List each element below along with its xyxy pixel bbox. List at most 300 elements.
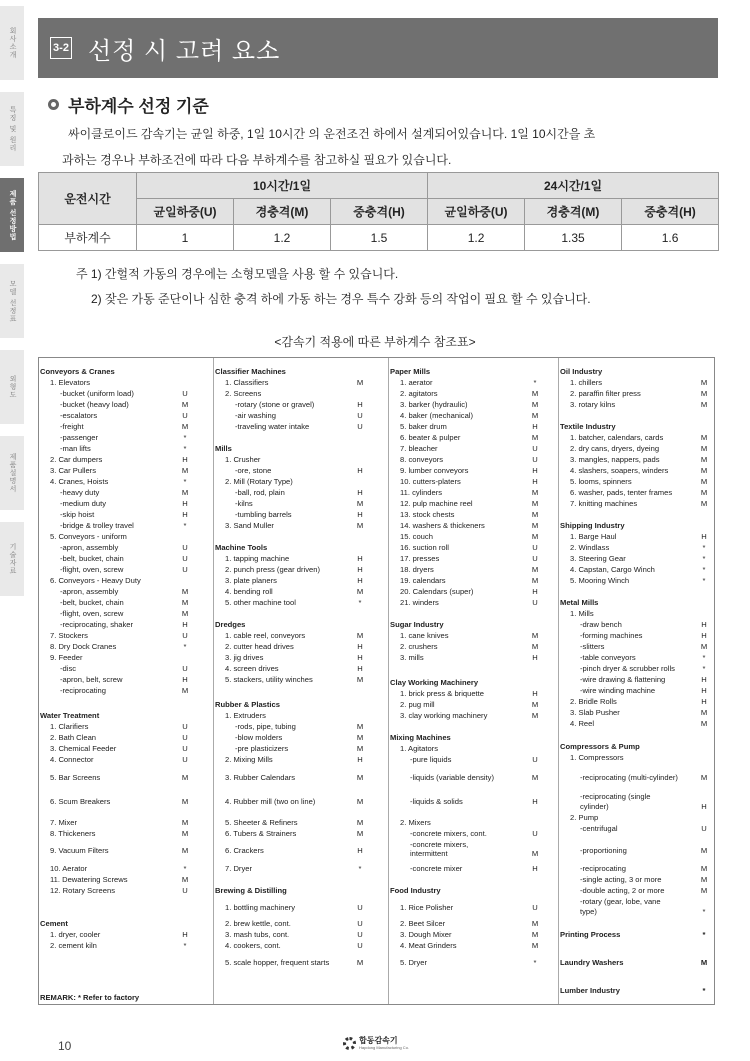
application-row — [570, 543, 706, 552]
application-row — [570, 576, 706, 585]
application-row — [225, 864, 362, 873]
application-row — [400, 631, 539, 640]
application-row — [50, 455, 188, 464]
load-code: M — [531, 631, 539, 640]
application-label: -apron, assembly — [60, 543, 119, 552]
application-row — [50, 875, 189, 884]
application-row — [225, 554, 363, 563]
application-label: 2. agitators — [400, 389, 438, 398]
application-row — [580, 875, 708, 884]
application-label: 1. Clarifiers — [50, 722, 89, 731]
application-row — [580, 686, 707, 695]
application-label: Rubber & Plastics — [215, 700, 280, 709]
application-label: Clay Working Machinery — [390, 678, 479, 687]
load-code: H — [532, 466, 538, 475]
side-tab[interactable] — [0, 436, 24, 512]
subheading — [48, 92, 209, 117]
application-row — [400, 422, 538, 431]
load-code: H — [532, 477, 538, 486]
load-code: * — [183, 642, 187, 651]
application-label: 9. Vacuum Filters — [50, 846, 109, 855]
application-label: -slitters — [580, 642, 605, 651]
application-label: -air washing — [235, 411, 276, 420]
application-label: 5. Bar Screens — [50, 773, 101, 782]
application-label: 5. Mooring Winch — [570, 576, 630, 585]
application-row — [580, 897, 661, 906]
load-code: M — [531, 510, 539, 519]
section-header — [38, 18, 718, 78]
side-tab[interactable] — [0, 264, 24, 340]
application-row — [570, 753, 624, 762]
application-row — [60, 411, 188, 420]
side-tab-label: 제품 선정방법 — [9, 189, 16, 241]
category-heading — [560, 598, 598, 607]
load-code: U — [357, 411, 363, 420]
application-row — [400, 411, 539, 420]
category-heading — [215, 886, 287, 895]
note-1: 주 1) 간헐적 가동의 경우에는 소형모델을 사용 할 수 있습니다. — [76, 267, 399, 281]
load-code: M — [700, 499, 708, 508]
application-row — [225, 576, 363, 585]
application-label: 2. Beet Silcer — [400, 919, 446, 928]
application-row — [400, 818, 431, 827]
application-row — [60, 609, 189, 618]
load-code: U — [532, 543, 538, 552]
load-factor-value: 1.2 — [428, 225, 525, 251]
category-heading — [560, 986, 706, 995]
subheading-title: 부하계수 선정 기준 — [68, 97, 209, 116]
application-label: -rotary (stone or gravel) — [235, 400, 315, 409]
application-label: -reciprocating — [580, 864, 627, 873]
application-label: Lumber Industry — [560, 986, 620, 995]
application-row — [400, 941, 539, 950]
application-label: 1. tapping machine — [225, 554, 290, 563]
load-code: U — [182, 543, 188, 552]
load-factor-value: 1 — [137, 225, 234, 251]
load-code: M — [700, 719, 708, 728]
application-label: 4. Connector — [50, 755, 94, 764]
load-code: * — [702, 543, 706, 552]
load-code: * — [702, 986, 706, 995]
application-row — [225, 521, 364, 530]
application-row — [60, 543, 188, 552]
load-code: H — [532, 422, 538, 431]
application-row — [570, 609, 594, 618]
load-code: M — [181, 587, 189, 596]
application-row — [400, 455, 538, 464]
load-code: M — [181, 818, 189, 827]
sub-header: 경충격(M) — [234, 199, 331, 225]
circle-bullet-icon — [48, 99, 59, 110]
application-row — [225, 653, 363, 662]
application-row — [410, 840, 468, 849]
application-label: 3. Car Pullers — [50, 466, 97, 475]
application-label: 13. stock chests — [400, 510, 455, 519]
application-label: Brewing & Distilling — [215, 886, 287, 895]
application-label: -concrete mixers, cont. — [410, 829, 487, 838]
load-code: M — [700, 886, 708, 895]
application-label: 18. dryers — [400, 565, 434, 574]
application-label: 4. Meat Grinders — [400, 941, 457, 950]
intro-line-2: 과하는 경우나 부하조건에 따라 다음 부하계수를 참고하실 필요가 있습니다. — [62, 153, 452, 167]
application-row — [60, 521, 187, 530]
load-code: H — [182, 620, 188, 629]
application-row — [400, 444, 538, 453]
application-row — [60, 620, 188, 629]
load-code: * — [533, 958, 537, 967]
application-label: -passenger — [60, 433, 98, 442]
load-code: H — [357, 400, 363, 409]
application-label: 4. slashers, soapers, winders — [570, 466, 669, 475]
load-code: U — [357, 919, 363, 928]
category-heading — [215, 700, 280, 709]
application-label: -reciprocating — [60, 686, 107, 695]
load-code: H — [182, 499, 188, 508]
load-code: H — [182, 675, 188, 684]
load-code: H — [357, 755, 363, 764]
application-label: 3. mash tubs, cont. — [225, 930, 290, 939]
application-label: -heavy duty — [60, 488, 100, 497]
load-code: U — [357, 422, 363, 431]
category-heading — [215, 543, 267, 552]
load-code: * — [183, 444, 187, 453]
load-code: M — [181, 488, 189, 497]
logo-text: 합동감속기 — [359, 1036, 398, 1045]
column-divider — [213, 358, 214, 1004]
load-code: H — [701, 532, 707, 541]
application-row — [410, 829, 538, 838]
application-label: Cement — [40, 919, 68, 928]
application-label: 1. Elevators — [50, 378, 91, 387]
application-label: -flight, oven, screw — [60, 609, 124, 618]
load-code: U — [357, 903, 363, 912]
application-row — [570, 444, 708, 453]
application-label: -wire drawing & flattening — [580, 675, 666, 684]
application-label: 1. Mills — [570, 609, 594, 618]
application-row — [50, 941, 187, 950]
application-row — [570, 488, 708, 497]
load-code: * — [702, 554, 706, 563]
application-row — [60, 400, 189, 409]
load-code: U — [182, 554, 188, 563]
application-label: 2. paraffin filter press — [570, 389, 641, 398]
application-row — [225, 642, 363, 651]
load-code: * — [702, 930, 706, 939]
application-row — [225, 477, 293, 486]
application-row — [410, 797, 538, 806]
application-label: 1. Agitators — [400, 744, 438, 753]
application-row — [580, 642, 708, 651]
application-label: 2. punch press (gear driven) — [225, 565, 320, 574]
application-label: -apron, assembly — [60, 587, 119, 596]
application-label: Laundry Washers — [560, 958, 624, 967]
load-code: H — [357, 466, 363, 475]
application-row — [235, 510, 363, 519]
load-code: M — [356, 744, 364, 753]
application-label: -wire winding machine — [580, 686, 656, 695]
application-row — [580, 675, 707, 684]
application-label: 1. brick press & briquette — [400, 689, 484, 698]
reference-table — [38, 357, 715, 1005]
load-code: M — [181, 773, 189, 782]
application-row — [235, 411, 363, 420]
category-heading — [390, 678, 478, 687]
application-row — [60, 664, 188, 673]
application-label: -medium duty — [60, 499, 107, 508]
application-label: 4. Reel — [570, 719, 595, 728]
application-row — [50, 466, 189, 475]
application-label: -pre plasticizers — [235, 744, 289, 753]
application-row — [570, 400, 708, 409]
application-row — [400, 930, 539, 939]
load-factor-value: 1.5 — [331, 225, 428, 251]
load-code: * — [183, 941, 187, 950]
category-heading — [215, 620, 245, 629]
application-label: 1. chillers — [570, 378, 603, 387]
application-label: 2. pug mill — [400, 700, 435, 709]
category-heading — [390, 620, 444, 629]
load-code: M — [356, 818, 364, 827]
load-code: M — [531, 700, 539, 709]
application-row — [225, 565, 363, 574]
side-tab[interactable] — [0, 522, 24, 598]
application-row — [410, 849, 539, 858]
load-code: U — [182, 755, 188, 764]
load-code: M — [531, 930, 539, 939]
side-tab-label: 외형도 — [9, 375, 16, 399]
load-code: * — [358, 864, 362, 873]
column-divider — [558, 358, 559, 1004]
application-label: -reciprocating, shaker — [60, 620, 134, 629]
application-row — [580, 846, 708, 855]
load-code: U — [532, 554, 538, 563]
load-code: M — [181, 829, 189, 838]
application-label: Shipping Industry — [560, 521, 625, 530]
load-factor-value: 1.6 — [622, 225, 719, 251]
application-row — [570, 477, 708, 486]
application-row — [570, 813, 598, 822]
application-label: 4. Cranes, Hoists — [50, 477, 109, 486]
application-row — [400, 689, 538, 698]
load-code: U — [701, 824, 707, 833]
application-row — [225, 829, 364, 838]
application-label: 1. bottling machinery — [225, 903, 296, 912]
application-label: 1. Crusher — [225, 455, 261, 464]
application-row — [60, 433, 187, 442]
application-row — [570, 499, 708, 508]
sub-header: 균일하중(U) — [428, 199, 525, 225]
application-label: 2. Screens — [225, 389, 262, 398]
load-code: U — [532, 903, 538, 912]
application-label: 3. clay working machinery — [400, 711, 488, 720]
category-heading — [390, 733, 451, 742]
application-row — [400, 510, 539, 519]
application-row — [570, 433, 708, 442]
application-label: 6. Crackers — [225, 846, 264, 855]
application-label: 16. suction roll — [400, 543, 449, 552]
load-code: M — [356, 675, 364, 684]
application-label: 2. cutter head drives — [225, 642, 294, 651]
application-label: 5. scale hopper, frequent starts — [225, 958, 330, 967]
application-label: 3. barker (hydraulic) — [400, 400, 468, 409]
load-code: M — [700, 400, 708, 409]
application-label: 2. crushers — [400, 642, 438, 651]
application-label: 5. baker drum — [400, 422, 447, 431]
category-heading — [560, 521, 625, 530]
application-row — [60, 554, 188, 563]
application-row — [400, 700, 539, 709]
application-row — [400, 903, 538, 912]
category-heading — [560, 930, 706, 939]
application-label: 1. batcher, calendars, cards — [570, 433, 664, 442]
group-header-10h: 10시간/1일 — [137, 173, 428, 199]
load-code: H — [182, 510, 188, 519]
application-label: -ore, stone — [235, 466, 272, 475]
application-row — [400, 389, 539, 398]
load-code: M — [531, 433, 539, 442]
load-code: H — [701, 631, 707, 640]
application-row — [235, 722, 364, 731]
application-row — [225, 455, 260, 464]
load-code: M — [700, 642, 708, 651]
load-code: U — [532, 829, 538, 838]
load-code: U — [182, 565, 188, 574]
application-row — [60, 488, 189, 497]
application-label: 2. cement kiln — [50, 941, 97, 950]
application-label: -proportioning — [580, 846, 627, 855]
load-code: * — [702, 565, 706, 574]
side-tab-label: 모델 선정표 — [9, 279, 16, 323]
application-label: -forming machines — [580, 631, 643, 640]
load-code: M — [531, 919, 539, 928]
application-label: 1. Extruders — [225, 711, 266, 720]
application-row — [225, 773, 364, 782]
application-label: 7. bleacher — [400, 444, 438, 453]
application-label: 6. Tubers & Strainers — [225, 829, 297, 838]
application-row — [225, 919, 363, 928]
application-label: -skip hoist — [60, 510, 95, 519]
load-code: M — [356, 829, 364, 838]
load-code: * — [702, 653, 706, 662]
application-row — [50, 864, 187, 873]
load-code: H — [532, 689, 538, 698]
load-code: M — [181, 875, 189, 884]
application-row — [570, 455, 708, 464]
application-row — [570, 378, 708, 387]
load-code: H — [182, 455, 188, 464]
application-row — [570, 554, 706, 563]
load-code: H — [182, 930, 188, 939]
application-row — [580, 620, 707, 629]
application-row — [50, 576, 141, 585]
application-row — [60, 565, 188, 574]
application-row — [400, 521, 539, 530]
application-label: -concrete mixers, — [410, 840, 469, 849]
load-code: M — [700, 875, 708, 884]
application-label: Metal Mills — [560, 598, 599, 607]
gear-icon — [343, 1037, 356, 1050]
load-code: M — [181, 686, 189, 695]
load-code: M — [531, 488, 539, 497]
application-label: 6. Scum Breakers — [50, 797, 111, 806]
application-label: 15. couch — [400, 532, 433, 541]
load-code: H — [357, 642, 363, 651]
application-label: 8. Dry Dock Cranes — [50, 642, 117, 651]
application-row — [225, 631, 364, 640]
application-label: 3. mills — [400, 653, 424, 662]
load-code: M — [356, 797, 364, 806]
application-label: 7. Mixer — [50, 818, 78, 827]
load-code: U — [182, 886, 188, 895]
category-heading — [390, 367, 430, 376]
application-row — [235, 466, 363, 475]
application-label: 1. dryer, cooler — [50, 930, 101, 939]
application-label: Classifier Machines — [215, 367, 286, 376]
category-heading — [560, 958, 708, 967]
application-label: 3. Sand Muller — [225, 521, 274, 530]
side-tab[interactable] — [0, 350, 24, 426]
load-code: M — [531, 941, 539, 950]
side-tab[interactable] — [0, 6, 24, 82]
application-row — [570, 466, 708, 475]
application-row — [60, 510, 188, 519]
application-row — [235, 422, 363, 431]
application-row — [570, 719, 708, 728]
load-code: M — [700, 708, 708, 717]
application-row — [225, 598, 362, 607]
application-label: 3. plate planers — [225, 576, 277, 585]
side-tab[interactable] — [0, 92, 24, 168]
application-label: 8. conveyors — [400, 455, 444, 464]
remark: REMARK: * Refer to factory — [40, 993, 140, 1002]
application-label: 1. Compressors — [570, 753, 624, 762]
side-tab[interactable] — [0, 178, 24, 254]
side-navigation — [0, 0, 24, 1061]
load-code: U — [182, 411, 188, 420]
application-label: -reciprocating (single — [580, 792, 651, 801]
load-code: H — [701, 620, 707, 629]
application-label: Food Industry — [390, 886, 441, 895]
application-row — [60, 598, 189, 607]
application-row — [580, 864, 708, 873]
application-label: -traveling water intake — [235, 422, 310, 431]
application-row — [60, 422, 189, 431]
page-number: 10 — [58, 1039, 72, 1053]
load-code: M — [356, 733, 364, 742]
application-label: 2. Mixers — [400, 818, 431, 827]
application-label: -belt, bucket, chain — [60, 598, 124, 607]
application-row — [580, 664, 706, 673]
application-row — [400, 433, 539, 442]
application-label: Mills — [215, 444, 232, 453]
application-label: Mixing Machines — [390, 733, 451, 742]
application-label: 10. Aerator — [50, 864, 88, 873]
application-label: 3. rotary kilns — [570, 400, 616, 409]
load-code: M — [700, 389, 708, 398]
application-row — [50, 818, 189, 827]
application-row — [400, 576, 539, 585]
application-label: 3. jig drives — [225, 653, 264, 662]
load-code: M — [356, 773, 364, 782]
application-label: 2. Mixing Mills — [225, 755, 273, 764]
application-row — [50, 755, 188, 764]
reference-table-title: <감속기 적용에 따른 부하계수 참조표> — [274, 335, 476, 349]
note-2: 2) 잦은 가동 준단이나 심한 충격 하에 가동 하는 경우 특수 강화 등의 작업이 필요 할 수 있습니다. — [91, 292, 591, 306]
application-label: -reciprocating (multi-cylinder) — [580, 773, 678, 782]
application-row — [225, 903, 363, 912]
application-label: 3. Dough Mixer — [400, 930, 452, 939]
load-code: H — [532, 653, 538, 662]
